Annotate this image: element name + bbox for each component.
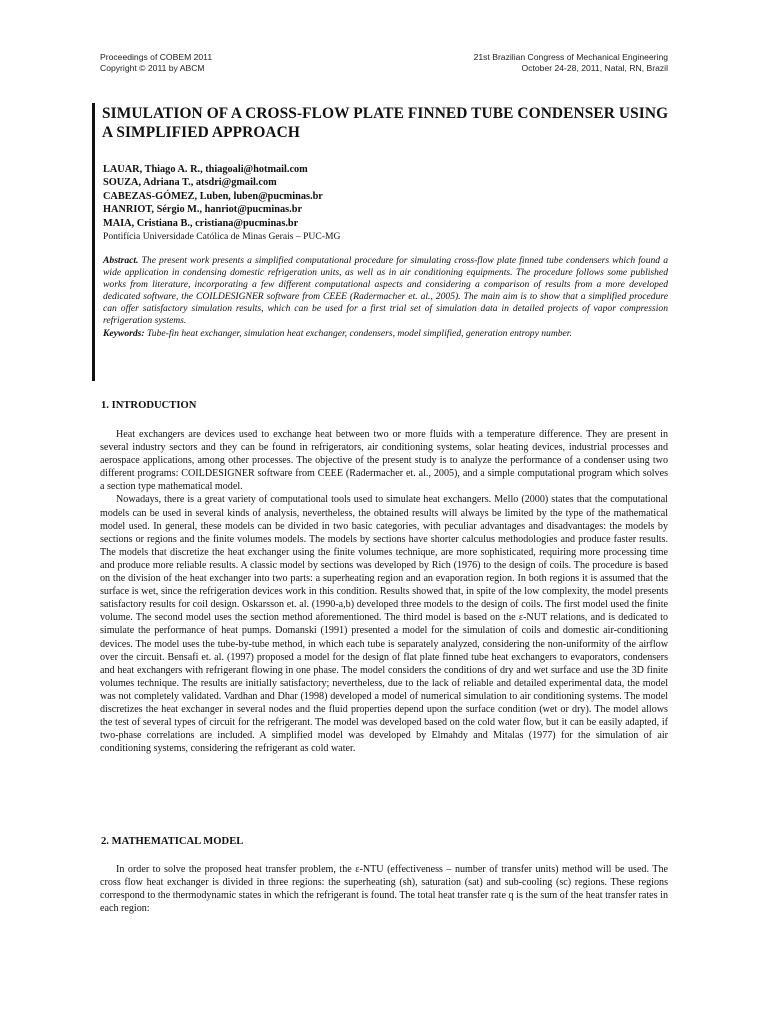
copyright-line: Copyright © 2011 by ABCM: [100, 63, 205, 73]
paragraph: Nowadays, there is a great variety of computational tools used to simulate heat exchangers. Mello (2000) states that the computational models can be used in several kinds of analysis, nevertheless, the obtained results will always be limited by the type of the mathematical model used. In general, these models can be divided in two basic categories, with peculiar advantages and disadvantages: the models by sections or regions and the finite volumes models. The models by sections have shorter calculus methodologies and produce faster results. The models that discretize the heat exchanger using the finite volumes technique, are more sophisticated, requiring more processing time and produce more reliable results. A classic model by sections was developed by Rich (1976) to the design of coils. The procedure is based on the division of the heat exchanger into two parts: a superheating region and an evaporation region. In both regions it is assumed that the surface is wet, since the refrigeration devices work in this condition. Results showed that, in spite of the low complexity, the model presents satisfactory results for coil design. Oskarsson et. al. (1990-a,b) developed three models to the design of coils. The first model used the finite volume. The second model uses the section method aforementioned. The third model is based on the ε-NUT relations, and is dedicated to simulate the performance of heat pumps. Domanski (1991) presented a model for the simulation of coils and domestic air-conditioning devices. The model uses the tube-by-tube method, in which each tube is separately analyzed, considering the non-uniformity of the airflow over the circuit. Bensafi et. al. (1997) proposed a model for the design of flat plate finned tube heat exchangers to evaporators, condensers and heat exchangers with refrigerant flowing in one phase. The model considers the conditions of dry and wet surface and use the 3D finite volumes technique. The results are initially satisfactory; nevertheless, due to the lack of reliable and detailed experimental data, the model was not completely validated. Vardhan and Dhar (1998) developed a model of numerical simulation to air conditioning systems. The model discretizes the heat exchanger in several nodes and the fluid properties depend upon the surface condition (wet or dry). The model allows the test of several types of circuit for the refrigerant. The model was developed based on the cold water flow, but it can be easily adapted, if two-phase correlations are included. A simplified model was developed by Elmahdy and Mitalas (1977) for the simulation of air conditioning systems, considering the refrigerant as cold water.: [100, 494, 668, 755]
author-line: SOUZA, Adriana T., atsdri@gmail.com: [103, 177, 277, 189]
author-line: HANRIOT, Sérgio M., hanriot@pucminas.br: [103, 204, 303, 216]
date-location-line: October 24-28, 2011, Natal, RN, Brazil: [521, 63, 668, 73]
running-header-right: [474, 52, 668, 74]
introduction-body: [100, 428, 668, 755]
section-heading-mathematical-model: 2. MATHEMATICAL MODEL: [101, 836, 244, 847]
affiliation: Pontifícia Universidade Católica de Minas Gerais – PUC-MG: [103, 231, 341, 243]
author-block: [103, 163, 340, 243]
keywords-label: Keywords:: [103, 327, 145, 339]
paper-title: SIMULATION OF A CROSS-FLOW PLATE FINNED TUBE CONDENSER USING A SIMPLIFIED APPROACH: [102, 105, 669, 141]
section-heading-introduction: 1. INTRODUCTION: [101, 400, 197, 411]
paragraph: Heat exchangers are devices used to exchange heat between two or more fluids with a temperature difference. They are present in several industry sectors and they can be found in refrigerators, air conditioning systems, solar heating devices, industrial processes and aerospace applications, among other processes. The objective of the present study is to analyze the performance of a condenser using two different programs: COILDESIGNER software from CEEE (Radermacher et. al., 2005), and a simple computational program which solves a section type mathematical model.: [100, 429, 668, 493]
author-line: MAIA, Cristiana B., cristiana@pucminas.br: [103, 217, 299, 229]
proceedings-line: Proceedings of COBEM 2011: [100, 52, 213, 62]
abstract-text: The present work presents a simplified computational procedure for simulating cross-flow plate finned tube condensers which found a wide application in condensing domestic refrigeration units, as well as in air conditioning equipments. The procedure follows some published works from literature, incorporating a few different computational aspects and considering a comparison of results from a more developed dedicated software, the COILDESIGNER software from CEEE (Radermacher et. al., 2005). The main aim is to show that a simplified procedure can offer satisfactory simulation results, which can be used for a first trial set of simulation data in detailed projects of vapor compression refrigeration systems.: [103, 255, 668, 327]
paragraph: In order to solve the proposed heat transfer problem, the ε-NTU (effectiveness – number of transfer units) method will be used. The cross flow heat exchanger is divided in three regions: the superheating (sh), saturation (sat) and sub-cooling (sc) regions. These regions correspond to the thermodynamic states in which the refrigerant is found. The total heat transfer rate q is the sum of the heat transfer rates in each region:: [100, 864, 668, 915]
abstract-label: Abstract.: [103, 255, 139, 266]
author-line: CABEZAS-GÓMEZ, Luben, luben@pucminas.br: [103, 190, 323, 202]
mathematical-model-body: [100, 863, 668, 915]
title-accent-bar: [92, 103, 95, 381]
congress-line: 21st Brazilian Congress of Mechanical Engineering: [473, 52, 668, 62]
running-header-left: [100, 52, 212, 74]
keywords-text: Tube-fin heat exchanger, simulation heat exchanger, condensers, model simplified, generation entropy number.: [144, 327, 572, 339]
abstract: [103, 255, 668, 340]
author-line: LAUAR, Thiago A. R., thiagoali@hotmail.com: [103, 164, 308, 175]
